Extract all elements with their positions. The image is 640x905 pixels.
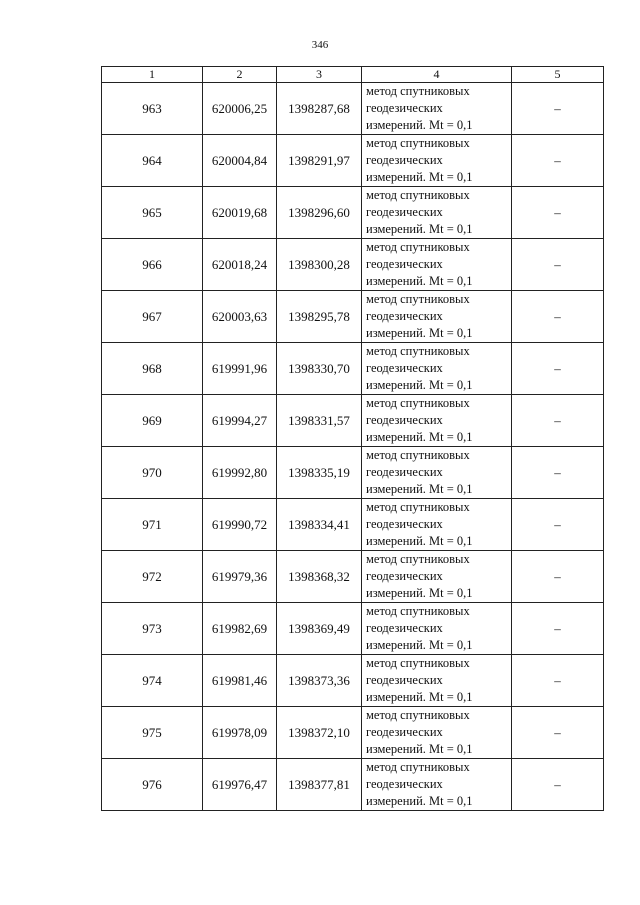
table-body	[102, 83, 604, 811]
y-coordinate-cell: 1398335,19	[277, 447, 362, 499]
table-row	[102, 343, 604, 395]
table-row	[102, 707, 604, 759]
method-text-line: метод спутниковых	[366, 188, 470, 202]
method-text-line: геодезических	[366, 205, 443, 219]
method-text-line: измерений. Mt = 0,1	[366, 638, 473, 652]
method-text-line: метод спутниковых	[366, 656, 470, 670]
method-text-line: геодезических	[366, 725, 443, 739]
x-coordinate-cell: 619992,80	[203, 447, 277, 499]
method-text-line: геодезических	[366, 153, 443, 167]
method-text-line: метод спутниковых	[366, 240, 470, 254]
method-text-line: метод спутниковых	[366, 708, 470, 722]
point-number-cell: 970	[102, 447, 203, 499]
x-coordinate-cell: 620006,25	[203, 83, 277, 135]
method-text-line: измерений. Mt = 0,1	[366, 742, 473, 756]
x-coordinate-cell: 620018,24	[203, 239, 277, 291]
point-number-cell: 971	[102, 499, 203, 551]
method-text-line: измерений. Mt = 0,1	[366, 430, 473, 444]
x-coordinate-cell: 620004,84	[203, 135, 277, 187]
method-text-line: измерений. Mt = 0,1	[366, 274, 473, 288]
column-header-2: 2	[203, 67, 277, 83]
note-cell: –	[512, 447, 604, 499]
x-coordinate-cell: 619990,72	[203, 499, 277, 551]
method-text-line: метод спутниковых	[366, 136, 470, 150]
y-coordinate-cell: 1398368,32	[277, 551, 362, 603]
method-text-line: геодезических	[366, 309, 443, 323]
page-number: 346	[311, 39, 329, 51]
point-number-cell: 967	[102, 291, 203, 343]
method-cell	[362, 343, 512, 395]
method-text-line: метод спутниковых	[366, 84, 470, 98]
method-cell	[362, 551, 512, 603]
method-text-line: геодезических	[366, 257, 443, 271]
y-coordinate-cell: 1398300,28	[277, 239, 362, 291]
y-coordinate-cell: 1398296,60	[277, 187, 362, 239]
method-text-line: метод спутниковых	[366, 604, 470, 618]
method-text-line: измерений. Mt = 0,1	[366, 794, 473, 808]
method-text-line: метод спутниковых	[366, 344, 470, 358]
note-cell: –	[512, 83, 604, 135]
method-text-line: измерений. Mt = 0,1	[366, 586, 473, 600]
point-number-cell: 974	[102, 655, 203, 707]
point-number-cell: 975	[102, 707, 203, 759]
method-text-line: геодезических	[366, 621, 443, 635]
method-text-line: геодезических	[366, 517, 443, 531]
method-text-line: метод спутниковых	[366, 500, 470, 514]
method-cell	[362, 447, 512, 499]
point-number-cell: 972	[102, 551, 203, 603]
table-row	[102, 655, 604, 707]
x-coordinate-cell: 619981,46	[203, 655, 277, 707]
method-cell	[362, 239, 512, 291]
method-text-line: измерений. Mt = 0,1	[366, 118, 473, 132]
y-coordinate-cell: 1398291,97	[277, 135, 362, 187]
point-number-cell: 973	[102, 603, 203, 655]
method-cell	[362, 655, 512, 707]
table-row	[102, 759, 604, 811]
note-cell: –	[512, 499, 604, 551]
method-text-line: измерений. Mt = 0,1	[366, 690, 473, 704]
table-row	[102, 239, 604, 291]
point-number-cell: 968	[102, 343, 203, 395]
method-text-line: метод спутниковых	[366, 760, 470, 774]
table-row	[102, 83, 604, 135]
table-row	[102, 395, 604, 447]
note-cell: –	[512, 291, 604, 343]
x-coordinate-cell: 619991,96	[203, 343, 277, 395]
point-number-cell: 966	[102, 239, 203, 291]
note-cell: –	[512, 551, 604, 603]
column-header-1: 1	[102, 67, 203, 83]
method-cell	[362, 135, 512, 187]
coordinates-table	[101, 66, 604, 811]
method-text-line: геодезических	[366, 673, 443, 687]
method-text-line: измерений. Mt = 0,1	[366, 378, 473, 392]
point-number-cell: 963	[102, 83, 203, 135]
method-cell	[362, 83, 512, 135]
method-text-line: измерений. Mt = 0,1	[366, 482, 473, 496]
note-cell: –	[512, 187, 604, 239]
y-coordinate-cell: 1398330,70	[277, 343, 362, 395]
x-coordinate-cell: 619979,36	[203, 551, 277, 603]
point-number-cell: 965	[102, 187, 203, 239]
method-cell	[362, 759, 512, 811]
table-row	[102, 499, 604, 551]
table-row	[102, 447, 604, 499]
method-text-line: геодезических	[366, 465, 443, 479]
method-text-line: измерений. Mt = 0,1	[366, 222, 473, 236]
note-cell: –	[512, 343, 604, 395]
method-text-line: измерений. Mt = 0,1	[366, 534, 473, 548]
point-number-cell: 969	[102, 395, 203, 447]
y-coordinate-cell: 1398331,57	[277, 395, 362, 447]
method-text-line: метод спутниковых	[366, 292, 470, 306]
method-text-line: измерений. Mt = 0,1	[366, 326, 473, 340]
table-row	[102, 551, 604, 603]
y-coordinate-cell: 1398295,78	[277, 291, 362, 343]
note-cell: –	[512, 603, 604, 655]
x-coordinate-cell: 619994,27	[203, 395, 277, 447]
x-coordinate-cell: 619976,47	[203, 759, 277, 811]
y-coordinate-cell: 1398334,41	[277, 499, 362, 551]
method-cell	[362, 603, 512, 655]
table-row	[102, 135, 604, 187]
x-coordinate-cell: 620003,63	[203, 291, 277, 343]
x-coordinate-cell: 619982,69	[203, 603, 277, 655]
point-number-cell: 964	[102, 135, 203, 187]
note-cell: –	[512, 239, 604, 291]
note-cell: –	[512, 135, 604, 187]
note-cell: –	[512, 759, 604, 811]
method-text-line: измерений. Mt = 0,1	[366, 170, 473, 184]
column-header-5: 5	[512, 67, 604, 83]
column-header-4: 4	[362, 67, 512, 83]
method-cell	[362, 499, 512, 551]
column-header-3: 3	[277, 67, 362, 83]
method-cell	[362, 291, 512, 343]
point-number-cell: 976	[102, 759, 203, 811]
method-text-line: метод спутниковых	[366, 448, 470, 462]
method-text-line: геодезических	[366, 101, 443, 115]
method-cell	[362, 395, 512, 447]
header-row	[102, 67, 604, 83]
y-coordinate-cell: 1398369,49	[277, 603, 362, 655]
y-coordinate-cell: 1398287,68	[277, 83, 362, 135]
method-cell	[362, 187, 512, 239]
note-cell: –	[512, 395, 604, 447]
x-coordinate-cell: 619978,09	[203, 707, 277, 759]
table-row	[102, 187, 604, 239]
table-row	[102, 603, 604, 655]
method-text-line: геодезических	[366, 569, 443, 583]
method-text-line: метод спутниковых	[366, 396, 470, 410]
note-cell: –	[512, 655, 604, 707]
method-text-line: метод спутниковых	[366, 552, 470, 566]
method-cell	[362, 707, 512, 759]
y-coordinate-cell: 1398372,10	[277, 707, 362, 759]
method-text-line: геодезических	[366, 413, 443, 427]
y-coordinate-cell: 1398373,36	[277, 655, 362, 707]
method-text-line: геодезических	[366, 361, 443, 375]
y-coordinate-cell: 1398377,81	[277, 759, 362, 811]
note-cell: –	[512, 707, 604, 759]
method-text-line: геодезических	[366, 777, 443, 791]
x-coordinate-cell: 620019,68	[203, 187, 277, 239]
table-row	[102, 291, 604, 343]
